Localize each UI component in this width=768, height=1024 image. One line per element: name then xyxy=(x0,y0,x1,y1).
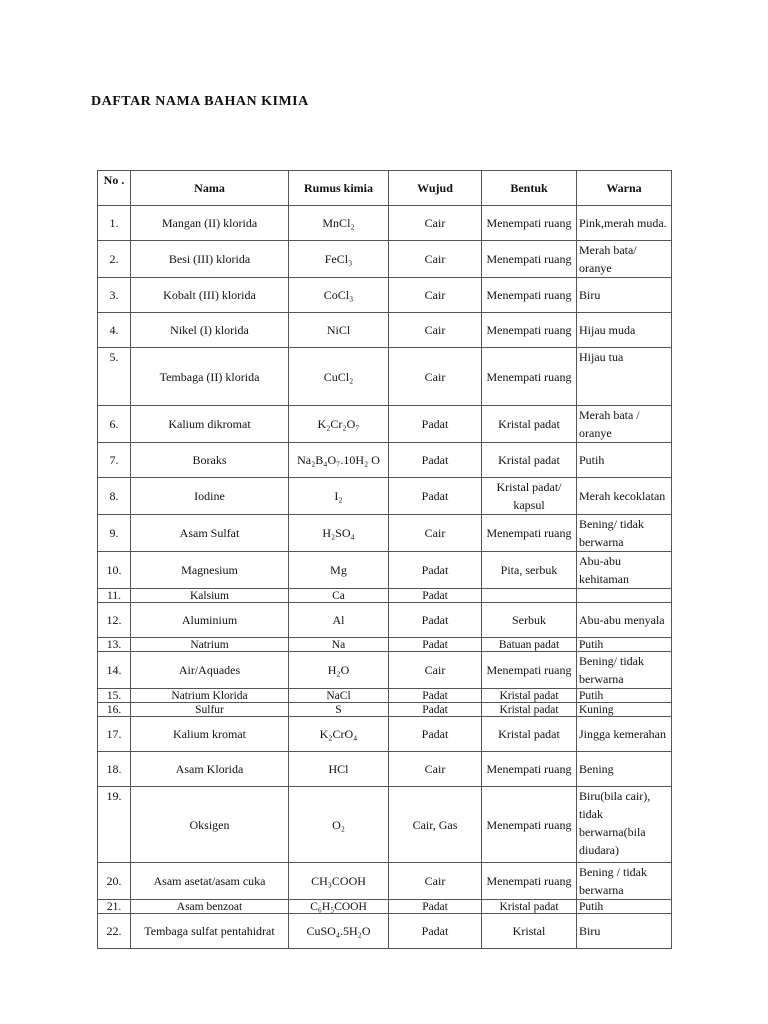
cell-bentuk: Menempati ruang xyxy=(482,863,577,900)
header-no: No . xyxy=(98,171,131,206)
cell-rumus: O₂ xyxy=(289,787,389,863)
cell-no: 20. xyxy=(98,863,131,900)
table-row xyxy=(98,515,672,552)
cell-warna: Kuning xyxy=(577,703,672,717)
cell-nama: Asam Klorida xyxy=(131,752,289,787)
cell-warna: Pink,merah muda. xyxy=(577,206,672,241)
cell-rumus: CH₃COOH xyxy=(289,863,389,900)
table-row xyxy=(98,652,672,689)
cell-bentuk: Menempati ruang xyxy=(482,348,577,406)
cell-wujud: Cair xyxy=(389,652,482,689)
table-row xyxy=(98,863,672,900)
cell-no: 1. xyxy=(98,206,131,241)
cell-warna: Jingga kemerahan xyxy=(577,717,672,752)
table-row xyxy=(98,241,672,278)
cell-warna: Merah bata / oranye xyxy=(577,406,672,443)
cell-nama: Iodine xyxy=(131,478,289,515)
cell-wujud: Cair xyxy=(389,313,482,348)
cell-nama: Besi (III) klorida xyxy=(131,241,289,278)
cell-rumus: Mg xyxy=(289,552,389,589)
cell-warna: Putih xyxy=(577,638,672,652)
cell-no: 9. xyxy=(98,515,131,552)
cell-wujud: Padat xyxy=(389,603,482,638)
page-title: DAFTAR NAMA BAHAN KIMIA xyxy=(91,94,309,109)
cell-wujud: Padat xyxy=(389,406,482,443)
cell-bentuk xyxy=(482,589,577,603)
cell-wujud: Cair xyxy=(389,863,482,900)
cell-rumus: Na₂B₄O₇.10H₂ O xyxy=(289,443,389,478)
table-row xyxy=(98,703,672,717)
cell-rumus: H₂O xyxy=(289,652,389,689)
cell-bentuk: Kristal xyxy=(482,914,577,949)
table-row xyxy=(98,443,672,478)
cell-wujud: Padat xyxy=(389,443,482,478)
cell-bentuk: Menempati ruang xyxy=(482,515,577,552)
cell-rumus: Ca xyxy=(289,589,389,603)
cell-nama: Asam asetat/asam cuka xyxy=(131,863,289,900)
cell-no: 19. xyxy=(98,787,131,863)
cell-rumus: H₂SO₄ xyxy=(289,515,389,552)
cell-warna: Bening/ tidak berwarna xyxy=(577,652,672,689)
cell-no: 4. xyxy=(98,313,131,348)
cell-warna: Merah bata/ oranye xyxy=(577,241,672,278)
cell-nama: Oksigen xyxy=(131,787,289,863)
cell-rumus: FeCl₃ xyxy=(289,241,389,278)
cell-wujud: Cair, Gas xyxy=(389,787,482,863)
table-row xyxy=(98,900,672,914)
cell-wujud: Padat xyxy=(389,638,482,652)
cell-no: 3. xyxy=(98,278,131,313)
cell-wujud: Cair xyxy=(389,515,482,552)
cell-rumus: K₂Cr₂O₇ xyxy=(289,406,389,443)
cell-wujud: Cair xyxy=(389,206,482,241)
cell-bentuk: Menempati ruang xyxy=(482,787,577,863)
cell-warna: Bening/ tidak berwarna xyxy=(577,515,672,552)
cell-warna: Abu-abu menyala xyxy=(577,603,672,638)
table-row xyxy=(98,552,672,589)
cell-nama: Tembaga (II) klorida xyxy=(131,348,289,406)
cell-wujud: Cair xyxy=(389,752,482,787)
cell-no: 17. xyxy=(98,717,131,752)
cell-warna: Putih xyxy=(577,900,672,914)
cell-rumus: S xyxy=(289,703,389,717)
cell-nama: Sulfur xyxy=(131,703,289,717)
cell-wujud: Padat xyxy=(389,914,482,949)
cell-nama: Air/Aquades xyxy=(131,652,289,689)
table-row xyxy=(98,313,672,348)
cell-warna: Putih xyxy=(577,443,672,478)
table-row xyxy=(98,278,672,313)
cell-no: 16. xyxy=(98,703,131,717)
table-row xyxy=(98,406,672,443)
cell-bentuk: Serbuk xyxy=(482,603,577,638)
cell-no: 18. xyxy=(98,752,131,787)
cell-nama: Aluminium xyxy=(131,603,289,638)
table-row xyxy=(98,348,672,406)
table-row xyxy=(98,478,672,515)
cell-rumus: CuSO₄.5H₂O xyxy=(289,914,389,949)
table-body xyxy=(98,206,672,949)
table-row xyxy=(98,603,672,638)
table-row xyxy=(98,787,672,863)
cell-bentuk: Kristal padat xyxy=(482,900,577,914)
cell-nama: Nikel (I) klorida xyxy=(131,313,289,348)
cell-bentuk: Menempati ruang xyxy=(482,206,577,241)
cell-no: 21. xyxy=(98,900,131,914)
header-rumus: Rumus kimia xyxy=(289,171,389,206)
cell-rumus: I₂ xyxy=(289,478,389,515)
cell-bentuk: Pita, serbuk xyxy=(482,552,577,589)
cell-warna: Abu-abu kehitaman xyxy=(577,552,672,589)
cell-bentuk: Menempati ruang xyxy=(482,313,577,348)
cell-bentuk: Menempati ruang xyxy=(482,652,577,689)
cell-nama: Magnesium xyxy=(131,552,289,589)
cell-warna: Bening / tidak berwarna xyxy=(577,863,672,900)
cell-nama: Natrium Klorida xyxy=(131,689,289,703)
header-nama: Nama xyxy=(131,171,289,206)
cell-bentuk: Menempati ruang xyxy=(482,278,577,313)
cell-no: 2. xyxy=(98,241,131,278)
cell-wujud: Padat xyxy=(389,589,482,603)
cell-rumus: NiCl xyxy=(289,313,389,348)
cell-wujud: Padat xyxy=(389,717,482,752)
cell-nama: Boraks xyxy=(131,443,289,478)
table-row xyxy=(98,689,672,703)
cell-bentuk: Kristal padat xyxy=(482,443,577,478)
cell-warna: Hijau muda xyxy=(577,313,672,348)
cell-wujud: Cair xyxy=(389,241,482,278)
table-row xyxy=(98,717,672,752)
cell-nama: Kalsium xyxy=(131,589,289,603)
header-bentuk: Bentuk xyxy=(482,171,577,206)
cell-rumus: K₂CrO₄ xyxy=(289,717,389,752)
cell-no: 7. xyxy=(98,443,131,478)
header-warna: Warna xyxy=(577,171,672,206)
cell-bentuk: Batuan padat xyxy=(482,638,577,652)
cell-no: 13. xyxy=(98,638,131,652)
cell-no: 11. xyxy=(98,589,131,603)
cell-rumus: CoCl₃ xyxy=(289,278,389,313)
cell-rumus: NaCl xyxy=(289,689,389,703)
header-wujud: Wujud xyxy=(389,171,482,206)
cell-warna: Biru xyxy=(577,278,672,313)
cell-nama: Asam Sulfat xyxy=(131,515,289,552)
cell-warna: Biru(bila cair), tidak berwarna(bila diudara) xyxy=(577,787,672,863)
chemicals-table xyxy=(97,170,672,949)
cell-bentuk: Menempati ruang xyxy=(482,752,577,787)
cell-no: 14. xyxy=(98,652,131,689)
table-row xyxy=(98,206,672,241)
cell-bentuk: Kristal padat xyxy=(482,406,577,443)
cell-nama: Kobalt (III) klorida xyxy=(131,278,289,313)
cell-nama: Tembaga sulfat pentahidrat xyxy=(131,914,289,949)
cell-no: 15. xyxy=(98,689,131,703)
cell-no: 8. xyxy=(98,478,131,515)
cell-warna: Bening xyxy=(577,752,672,787)
table-row xyxy=(98,914,672,949)
cell-warna: Merah kecoklatan xyxy=(577,478,672,515)
cell-no: 6. xyxy=(98,406,131,443)
cell-bentuk: Kristal padat xyxy=(482,689,577,703)
cell-wujud: Padat xyxy=(389,552,482,589)
cell-bentuk: Menempati ruang xyxy=(482,241,577,278)
cell-no: 12. xyxy=(98,603,131,638)
cell-no: 22. xyxy=(98,914,131,949)
cell-no: 10. xyxy=(98,552,131,589)
table-header-row xyxy=(98,171,672,206)
table-row xyxy=(98,589,672,603)
cell-warna xyxy=(577,589,672,603)
cell-warna: Putih xyxy=(577,689,672,703)
cell-nama: Kalium dikromat xyxy=(131,406,289,443)
cell-rumus: MnCl₂ xyxy=(289,206,389,241)
table-row xyxy=(98,752,672,787)
cell-wujud: Padat xyxy=(389,900,482,914)
table-row xyxy=(98,638,672,652)
cell-bentuk: Kristal padat/ kapsul xyxy=(482,478,577,515)
cell-warna: Biru xyxy=(577,914,672,949)
cell-nama: Kalium kromat xyxy=(131,717,289,752)
cell-bentuk: Kristal padat xyxy=(482,717,577,752)
cell-wujud: Cair xyxy=(389,348,482,406)
cell-rumus: Na xyxy=(289,638,389,652)
cell-wujud: Padat xyxy=(389,689,482,703)
cell-rumus: HCl xyxy=(289,752,389,787)
cell-nama: Mangan (II) klorida xyxy=(131,206,289,241)
cell-no: 5. xyxy=(98,348,131,406)
cell-wujud: Padat xyxy=(389,478,482,515)
cell-nama: Asam benzoat xyxy=(131,900,289,914)
cell-rumus: C₆H₅COOH xyxy=(289,900,389,914)
cell-nama: Natrium xyxy=(131,638,289,652)
cell-wujud: Cair xyxy=(389,278,482,313)
cell-rumus: Al xyxy=(289,603,389,638)
cell-bentuk: Kristal padat xyxy=(482,703,577,717)
cell-wujud: Padat xyxy=(389,703,482,717)
cell-rumus: CuCl₂ xyxy=(289,348,389,406)
cell-warna: Hijau tua xyxy=(577,348,672,406)
